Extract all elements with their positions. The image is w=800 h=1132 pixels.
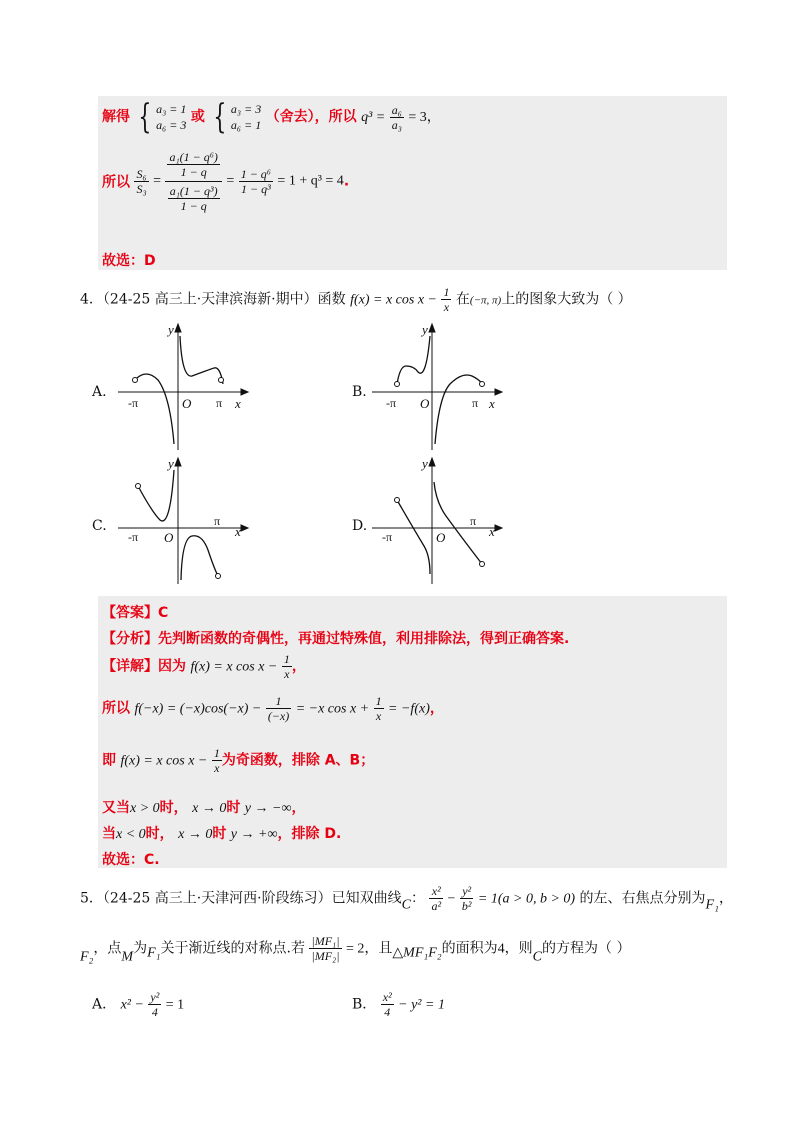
sol4-choose: 故选：C. — [102, 852, 160, 868]
option-b-label[interactable]: B. — [352, 384, 367, 400]
sol3-line1: 解得 { a₃ = 1 a₆ = 3 或 { a₃ = 3 a₆ = 1 （舍去），所以 q³ = $\frac{\text{a₆}}{\text{a₃}}$ = 3， — [102, 97, 441, 137]
q5-stem-line1: 5．（24-25 高三上·天津河西·阶段练习）已知双曲线C： $\frac{\text{x²}}{\text{a²}}$ − $\frac{\text{y²}}{\text{b²}}$ = 1(a > 0, b > 0) 的左、右焦点分别为F₁， — [80, 884, 733, 913]
sol4-odd: 即 f(x) = x cos x − $\frac{1}{x}$ 为奇函数，排除 A、B； — [102, 746, 375, 775]
sol3-line2: 所以 $\frac{\text{S₆}}{\text{S₃}}$ = $\frac{\frac{\text{a₁(1 − q⁶)}}{1 - q}}{\frac{\text{a₁(1 − q³)}}{1 - q}}$ = $\frac{\text{1 − q⁶}}{\text{1 − q³}}$ = 1 + q³ = 4. — [102, 150, 350, 213]
q5-option-a[interactable]: A． x² − $\frac{\text{y²}}{4}$ = 1 — [92, 990, 185, 1019]
s-ratio: $\frac{\text{S₆}}{\text{S₃}}$ — [136, 167, 147, 196]
big-fraction: $\frac{\frac{\text{a₁(1 − q⁶)}}{1 - q}}{\frac{\text{a₁(1 − q³)}}{1 - q}}$ — [165, 150, 221, 213]
q4-stem: 4．（24-25 高三上·天津滨海新·期中）函数 f(x) = x cos x − $\frac{1}{x}$ 在(−π, π)上的图象大致为（ ） — [80, 285, 632, 314]
option-a-label[interactable]: A. — [92, 384, 107, 400]
sol3-choose: 故选：D — [102, 253, 156, 269]
option-a-graph[interactable]: y x O -π π — [118, 322, 253, 452]
option-d-label[interactable]: D. — [352, 518, 368, 534]
q5-option-b[interactable]: B． $\frac{\text{x²}}{4}$ − y² = 1 — [352, 990, 445, 1019]
system-1: a₃ = 1 a₆ = 3 — [156, 102, 187, 132]
sol4-answer: 【答案】C — [102, 605, 169, 621]
sol4-analysis: 【分析】先判断函数的奇偶性，再通过特殊值，利用排除法，得到正确答案. — [102, 631, 570, 647]
sol4-detail: 【详解】因为 f(x) = x cos x − $\frac{1}{x}$ ， — [102, 652, 306, 681]
option-c-label[interactable]: C. — [92, 518, 107, 534]
q-fraction: $\frac{\text{a₆}}{\text{a₃}}$ — [391, 102, 402, 132]
q5-stem-line2: F₂，点M为F₁关于渐近线的对称点.若 $\frac{\text{|MF₁|}}{\text{|MF₂|}}$ = 2，且△MF₁F₂的面积为4，则C的方程为（ ） — [80, 934, 631, 965]
system-2: a₃ = 3 a₆ = 1 — [230, 102, 262, 132]
sol4-so: 所以 f(−x) = (−x)cos(−x) − $\frac{1}{(-x)}$ = −x cos x + $\frac{1}{x}$ = −f(x)， — [102, 694, 444, 723]
option-c-graph[interactable]: y x O -π π — [118, 456, 253, 586]
sol4-negative: 当x < 0时， x → 0时 y → +∞，排除 D. — [102, 826, 342, 842]
mid-fraction: $\frac{\text{1 − q⁶}}{\text{1 − q³}}$ — [240, 167, 271, 196]
sol4-positive: 又当x > 0时， x → 0时 y → −∞， — [102, 800, 306, 816]
option-b-graph[interactable]: y x O -π π — [372, 322, 507, 452]
option-d-graph[interactable]: y x O -π π — [372, 456, 507, 586]
